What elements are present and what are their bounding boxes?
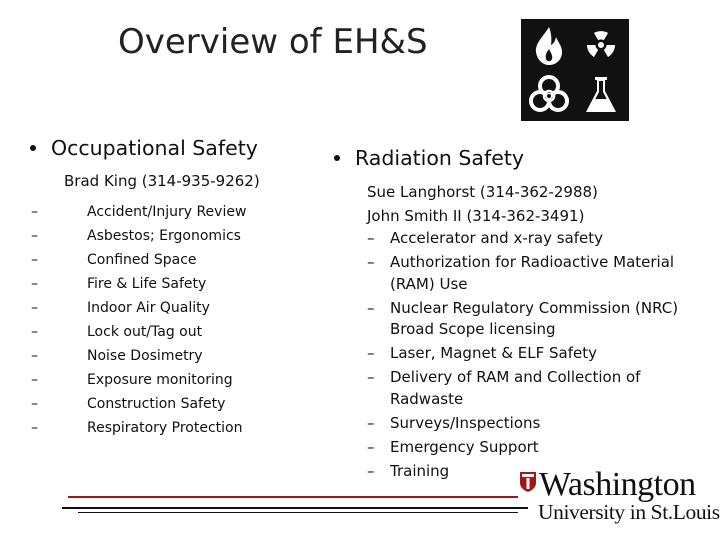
- fire-icon: [524, 22, 574, 68]
- hazard-icons-panel: [521, 19, 629, 121]
- section-heading-text: Radiation Safety: [355, 146, 524, 170]
- flask-icon: [576, 72, 626, 118]
- university-shield-icon: [520, 472, 536, 492]
- bullet-icon: [30, 145, 36, 151]
- list-item: – Training: [367, 461, 450, 480]
- list-item: – Accident/Injury Review: [31, 204, 247, 220]
- radiation-safety-heading: [332, 146, 712, 170]
- radiation-icon: [576, 22, 626, 68]
- radiation-safety-list: [367, 228, 712, 482]
- list-item: – Noise Dosimetry: [31, 348, 203, 364]
- slide-title: Overview of EH&S: [118, 22, 428, 62]
- list-item: – Accelerator and x-ray safety: [367, 229, 604, 247]
- occupational-safety-section: [28, 136, 318, 440]
- occupational-safety-list: [28, 200, 318, 440]
- list-item: – Fire & Life Safety: [31, 276, 207, 292]
- contact-sue-langhorst: Sue Langhorst (314-362-2988): [367, 183, 598, 201]
- occupational-safety-heading: [28, 136, 318, 160]
- footer-divider-red: [68, 496, 518, 498]
- biohazard-icon: [524, 72, 574, 118]
- list-item: – Indoor Air Quality: [31, 300, 210, 316]
- list-item: – Asbestos; Ergonomics: [31, 228, 241, 244]
- list-item: – Lock out/Tag out: [31, 324, 203, 340]
- logo-wordmark-line1: Washington: [539, 466, 696, 503]
- section-heading-text: Occupational Safety: [51, 136, 258, 160]
- list-item: – Respiratory Protection: [31, 420, 243, 436]
- contact-brad-king: Brad King (314-935-9262): [64, 172, 260, 190]
- logo-wordmark-line2: University in St.Louis: [538, 500, 720, 524]
- list-item: – Delivery of RAM and Collection of Radwaste: [367, 368, 641, 408]
- contact-john-smith: John Smith II (314-362-3491): [367, 207, 585, 225]
- list-item: – Emergency Support: [367, 437, 539, 456]
- radiation-contacts: [367, 180, 712, 228]
- list-item: – Construction Safety: [31, 396, 226, 412]
- radiation-safety-section: [332, 146, 712, 485]
- footer-divider-black-thin: [78, 512, 518, 513]
- bullet-icon: [334, 155, 340, 161]
- list-item: – Authorization for Radioactive Material (RAM) Use: [367, 253, 675, 293]
- list-item: – Surveys/Inspections: [367, 413, 541, 432]
- list-item: – Laser, Magnet & ELF Safety: [367, 344, 598, 362]
- footer-divider-black: [62, 507, 528, 509]
- list-item: – Exposure monitoring: [31, 372, 233, 388]
- list-item: – Confined Space: [31, 252, 197, 268]
- washington-university-logo: [520, 466, 720, 530]
- list-item: – Nuclear Regulatory Commission (NRC) Broad Scope licensing: [367, 298, 679, 338]
